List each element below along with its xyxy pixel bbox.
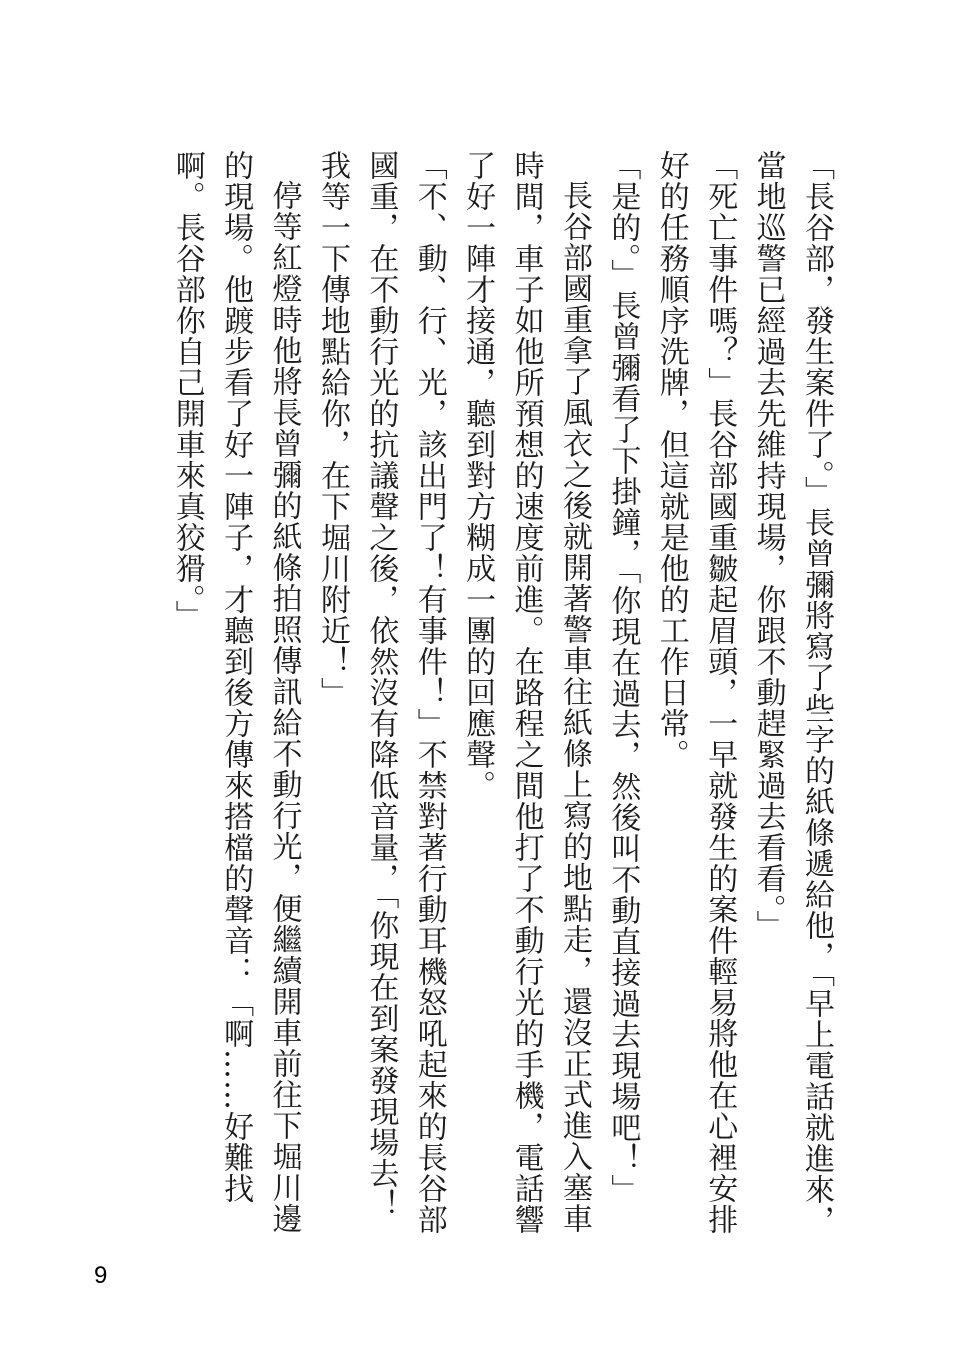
- page-number: 9: [94, 1262, 108, 1289]
- paragraph-3: 「是的。」長曾彌看了下掛鐘，「你現在過去，然後叫不動直接過去現場吧！」: [605, 150, 641, 1205]
- paragraph-5: 「不、動、行、光，該出門了！有事件！」不禁對著行動耳機怒吼起來的長谷部國重，在不動行光的抗議聲之後，依然沒有降低音量，「你現在到案發現場去！我等一下傳地點給你，在下堀川附近！」: [314, 150, 447, 1235]
- paragraph-1: 「長谷部，發生案件了。」長曾彌將寫了些字的紙條遞給他，「早上電話就進來，當地巡警已經過去先維持現場，你跟不動趕緊過去看看。」: [750, 150, 834, 1236]
- vertical-text-body: [162, 150, 840, 1250]
- paragraph-2: 「死亡事件嗎？」長谷部國重皺起眉頭，一早就發生的案件輕易將他在心裡安排好的任務順序洗牌，但這就是他的工作日常。: [653, 150, 738, 1235]
- paragraph-6: 停等紅燈時他將長曾彌的紙條拍照傳訊給不動行光，便繼續開車前往下堀川邊的現場。他踱步看了好一陣子，才聽到後方傳來搭檔的聲音：「啊……好難找啊。長谷部你自己開車來真狡猾。」: [169, 150, 302, 1234]
- paragraph-4: 長谷部國重拿了風衣之後就開著警車往紙條上寫的地點走，還沒正式進入塞車時間，車子如他所預想的速度前進。在路程之間他打了不動行光的手機，電話響了好一陣才接通，聽到對方糊成一團的回應聲。: [460, 150, 592, 1235]
